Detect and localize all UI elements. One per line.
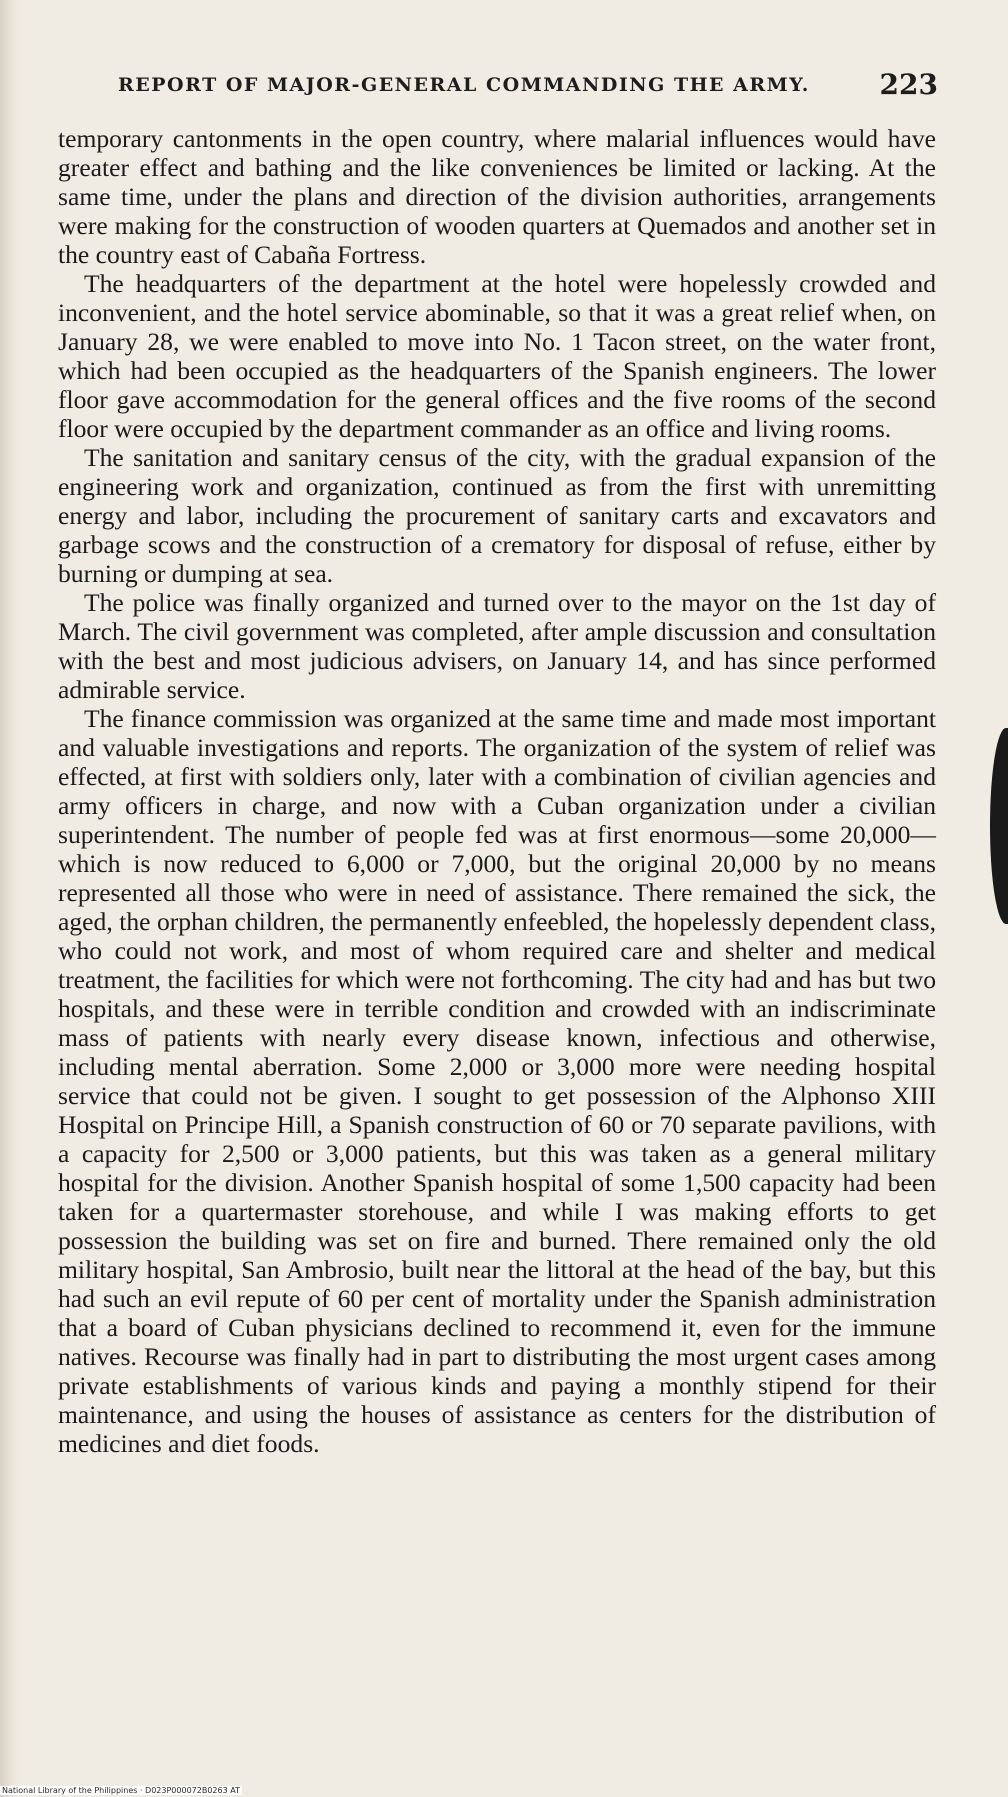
scan-edge-blot — [990, 728, 1008, 924]
running-head — [118, 68, 938, 108]
paragraph: The police was finally organized and turned over to the mayor on the 1st day of March. The civil government was completed, after ample discussion and consultation with the best and most judicious advisers, on January 14, and has since performed admirable service. — [58, 588, 936, 704]
running-head-title: REPORT OF MAJOR-GENERAL COMMANDING THE ARMY. — [118, 74, 810, 96]
report-body — [58, 124, 936, 1458]
paragraph: temporary cantonments in the open country, where malarial influences would have greater effect and bathing and the like conveniences be limited or lacking. At the same time, under the plans and direction of the division authorities, arrangements were making for the construction of wooden quarters at Quemados and another set in the country east of Cabaña Fortress. — [58, 124, 936, 269]
page-number: 223 — [879, 68, 938, 101]
page-binding-shadow — [0, 0, 22, 1797]
paragraph: The sanitation and sanitary census of the city, with the gradual expansion of the engineering work and organization, continued as from the first with unremitting energy and labor, including the procurement of sanitary carts and excavators and garbage scows and the construction of a crematory for disposal of refuse, either by burning or dumping at sea. — [58, 443, 936, 588]
paragraph: The headquarters of the department at the hotel were hopelessly crowded and inconvenient, and the hotel service abominable, so that it was a great relief when, on January 28, we were enabled to move into No. 1 Tacon street, on the water front, which had been occupied as the headquarters of the Spanish engineers. The lower floor gave accommodation for the general offices and the five rooms of the second floor were occupied by the department commander as an office and living rooms. — [58, 269, 936, 443]
scan-footer-caption: National Library of the Philippines · D023P000072B0263 AT — [2, 1786, 240, 1795]
paragraph: The finance commission was organized at the same time and made most important and valuable investigations and reports. The organization of the system of relief was effected, at first with soldiers only, later with a combination of civilian agencies and army officers in charge, and now with a Cuban organization under a civilian superintendent. The number of people fed was at first enormous—some 20,000—which is now reduced to 6,000 or 7,000, but the original 20,000 by no means represented all those who were in need of assistance. There remained the sick, the aged, the orphan children, the permanently enfeebled, the hopelessly dependent class, who could not work, and most of whom required care and shelter and medical treatment, the facilities for which were not forthcoming. The city had and has but two hospitals, and these were in terrible condition and crowded with an indiscriminate mass of patients with nearly every disease known, infectious and otherwise, including mental aberration. Some 2,000 or 3,000 more were needing hospital service that could not be given. I sought to get possession of the Alphonso XIII Hospital on Principe Hill, a Spanish construction of 60 or 70 separate pavilions, with a capacity for 2,500 or 3,000 patients, but this was taken as a general military hospital for the division. Another Spanish hospital of some 1,500 capacity had been taken for a quartermaster storehouse, and while I was making efforts to get possession the building was set on fire and burned. There remained only the old military hospital, San Ambrosio, built near the littoral at the head of the bay, but this had such an evil repute of 60 per cent of mortality under the Spanish administration that a board of Cuban physicians declined to recommend it, even for the immune natives. Recourse was finally had in part to distributing the most urgent cases among private establishments of various kinds and paying a monthly stipend for their maintenance, and using the houses of assistance as centers for the distribution of medicines and diet foods. — [58, 704, 936, 1458]
